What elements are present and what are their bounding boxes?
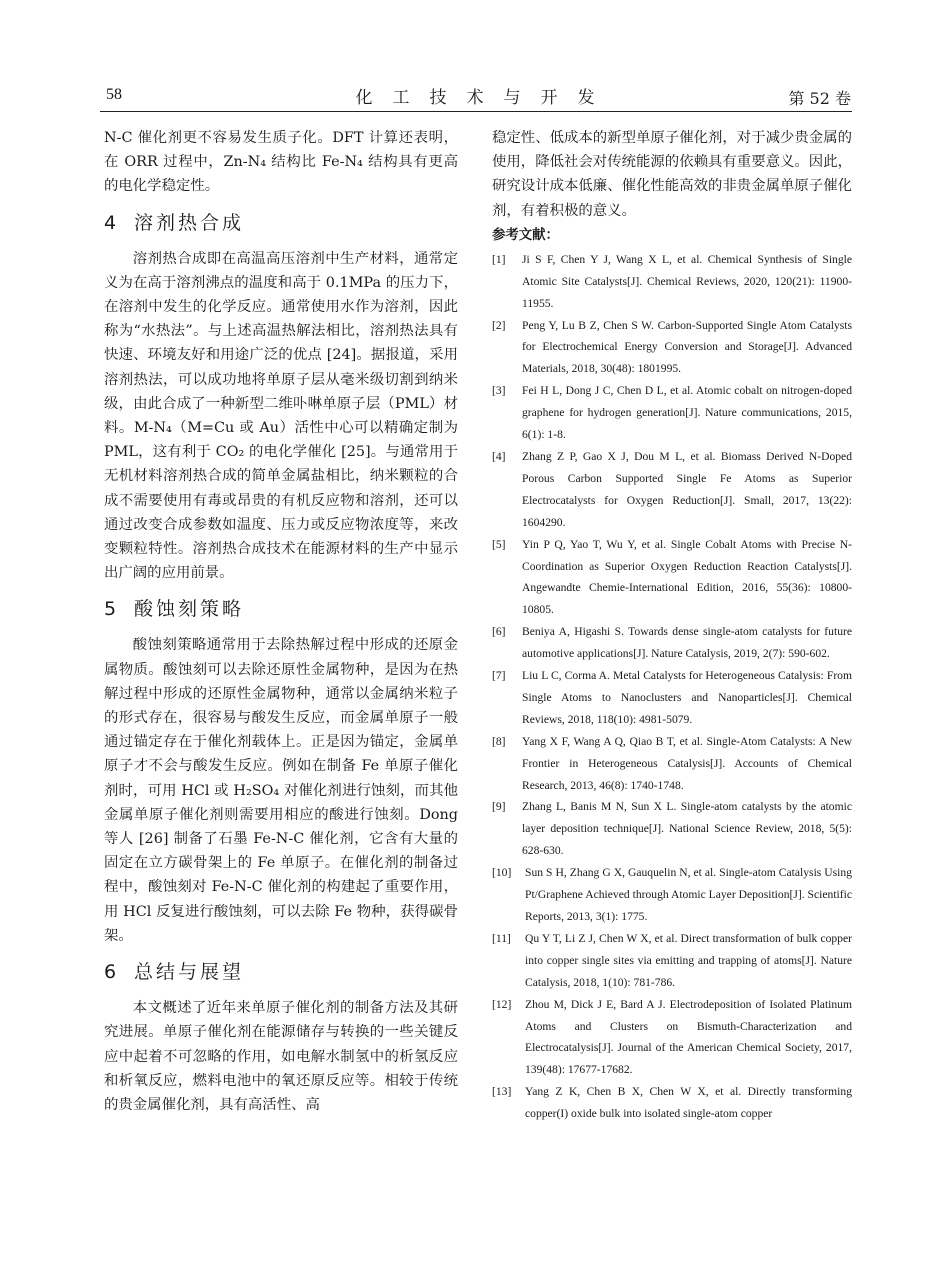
references-heading: 参考文献： bbox=[492, 227, 559, 243]
section-title: 溶剂热合成 bbox=[134, 211, 245, 234]
section-6-heading bbox=[104, 957, 458, 987]
section-4-paragraph: 溶剂热合成即在高温高压溶剂中生产材料，通常定义为在高于溶剂沸点的温度和高于 0.1MPa 的压力下，在溶剂中发生的化学反应。通常使用水作为溶剂，因此称为“水热法”。与上述高温热解法相比，溶剂热法具有快速、环境友好和用途广泛的优点 [24]。据报道，采用溶剂热法，可以成功地将单原子层从毫米级切割到纳米级，由此合成了一种新型二维卟啉单原子层（PML）材料。M-N₄（M=Cu 或 Au）活性中心可以精确定制为 PML，这有利于 CO₂ 的电化学催化 [25]。与通常用于无机材料溶剂热合成的简单金属盐相比，纳米颗粒的合成不需要使用有毒或昂贵的有机反应物和溶剂，还可以通过改变合成参数如温度、压力或反应物浓度等，来改变颗粒特性。溶剂热合成技术在能源材料的生产中显示出广阔的应用前景。 bbox=[104, 250, 458, 582]
header-rule bbox=[100, 111, 852, 112]
reference-number: [2] bbox=[492, 318, 506, 332]
reference-list bbox=[492, 249, 852, 1125]
reference-text: Zhang L, Banis M N, Sun X L. Single-atom catalysts by the atomic layer deposition technique[J]. National Science Review, 2018, 5(5): 628-630. bbox=[522, 800, 852, 858]
reference-number: [1] bbox=[492, 252, 506, 266]
reference-item bbox=[492, 446, 852, 534]
continued-paragraph: 稳定性、低成本的新型单原子催化剂，对于减少贵金属的使用，降低社会对传统能源的依赖具有重要意义。因此，研究设计成本低廉、催化性能高效的非贵金属单原子催化剂，有着积极的意义。 bbox=[492, 130, 852, 219]
reference-number: [4] bbox=[492, 449, 506, 463]
page-header bbox=[0, 0, 950, 112]
reference-item bbox=[492, 315, 852, 381]
reference-number: [13] bbox=[492, 1085, 512, 1099]
journal-title: 化工技术与开发 bbox=[355, 88, 615, 108]
reference-number: [5] bbox=[492, 537, 506, 551]
reference-item bbox=[492, 994, 852, 1082]
reference-text: Yang Z K, Chen B X, Chen W X, et al. Directly transforming copper(I) oxide bulk into isolated single-atom copper bbox=[525, 1085, 852, 1121]
reference-number: [8] bbox=[492, 734, 506, 748]
reference-text: Fei H L, Dong J C, Chen D L, et al. Atomic cobalt on nitrogen-doped graphene for hydrogen generation[J]. Nature communications, 2015, 6(1): 1-8. bbox=[522, 384, 852, 442]
reference-text: Ji S F, Chen Y J, Wang X L, et al. Chemical Synthesis of Single Atomic Site Catalysts[J]. Chemical Reviews, 2020, 120(21): 11900-11955. bbox=[522, 252, 852, 310]
reference-item bbox=[492, 796, 852, 862]
reference-number: [12] bbox=[492, 997, 512, 1011]
reference-item bbox=[492, 731, 852, 797]
reference-item bbox=[492, 862, 852, 928]
reference-item bbox=[492, 621, 852, 665]
intro-paragraph: N-C 催化剂更不容易发生质子化。DFT 计算还表明，在 ORR 过程中，Zn-N₄ 结构比 Fe-N₄ 结构具有更高的电化学稳定性。 bbox=[104, 130, 458, 195]
reference-item bbox=[492, 534, 852, 622]
reference-number: [9] bbox=[492, 800, 506, 814]
reference-number: [11] bbox=[492, 931, 511, 945]
section-4-heading bbox=[104, 208, 458, 238]
section-number: 6 bbox=[104, 961, 117, 984]
reference-item bbox=[492, 665, 852, 731]
reference-text: Yang X F, Wang A Q, Qiao B T, et al. Single-Atom Catalysts: A New Frontier in Heterogeneous Catalysis[J]. Accounts of Chemical Research, 2013, 46(8): 1740-1748. bbox=[522, 734, 852, 792]
section-number: 5 bbox=[104, 598, 117, 621]
reference-text: Zhang Z P, Gao X J, Dou M L, et al. Biomass Derived N-Doped Porous Carbon Supported Single Fe Atoms as Superior Electrocatalysts for Oxygen Reduction[J]. Small, 2017, 13(22): 1604290. bbox=[522, 449, 852, 529]
right-column bbox=[492, 126, 852, 1125]
reference-text: Qu Y T, Li Z J, Chen W X, et al. Direct transformation of bulk copper into copper single sites via emitting and trapping of atoms[J]. Nature Catalysis, 2018, 1(10): 781-786. bbox=[525, 931, 852, 989]
reference-text: Yin P Q, Yao T, Wu Y, et al. Single Cobalt Atoms with Precise N-Coordination as Superior Oxygen Reduction Reaction Catalysts[J]. Angewandte Chemie-International Edition, 2016, 55(36): 10800-10805. bbox=[522, 537, 852, 617]
section-5-paragraph: 酸蚀刻策略通常用于去除热解过程中形成的还原金属物质。酸蚀刻可以去除还原性金属物种，是因为在热解过程中形成的还原性金属物种，通常以金属纳米粒子的形式存在，很容易与酸发生反应，而金属单原子一般通过锚定存在于催化剂载体上。正是因为锚定，金属单原子才不会与酸发生反应。例如在制备 Fe 单原子催化剂时，可用 HCl 或 H₂SO₄ 对催化剂进行蚀刻，而其他金属单原子催化剂则需要用相应的酸进行蚀刻。Dong 等人 [26] 制备了石墨 Fe-N-C 催化剂，它含有大量的固定在立方碳骨架上的 Fe 单原子。在催化剂的制备过程中，酸蚀刻对 Fe-N-C 催化剂的构建起了重要作用，用 HCl 反复进行酸蚀刻，可以去除 Fe 物种，获得碳骨架。 bbox=[104, 637, 458, 944]
reference-number: [6] bbox=[492, 625, 506, 639]
section-5-heading bbox=[104, 594, 458, 624]
reference-text: Liu L C, Corma A. Metal Catalysts for Heterogeneous Catalysis: From Single Atoms to Nanoclusters and Nanoparticles[J]. Chemical Reviews, 2018, 118(10): 4981-5079. bbox=[522, 669, 852, 726]
reference-text: Beniya A, Higashi S. Towards dense single-atom catalysts for future automotive applications[J]. Nature Catalysis, 2019, 2(7): 590-602. bbox=[522, 625, 852, 661]
reference-text: Zhou M, Dick J E, Bard A J. Electrodeposition of Isolated Platinum Atoms and Clusters on Bismuth-Characterization and Electrocatalysis[J]. Journal of the American Chemical Society, 2017, 139(48): 17677-17682. bbox=[525, 997, 852, 1077]
reference-number: [7] bbox=[492, 669, 506, 683]
reference-item bbox=[492, 1081, 852, 1125]
reference-item bbox=[492, 380, 852, 446]
left-column bbox=[104, 126, 458, 1117]
page-number: 58 bbox=[106, 86, 122, 103]
reference-text: Sun S H, Zhang G X, Gauquelin N, et al. Single-atom Catalysis Using Pt/Graphene Achieved through Atomic Layer Deposition[J]. Scientific Reports, 2013, 3(1): 1775. bbox=[525, 866, 852, 923]
reference-text: Peng Y, Lu B Z, Chen S W. Carbon-Supported Single Atom Catalysts for Electrochemical Energy Conversion and Storage[J]. Advanced Materials, 2018, 30(48): 1801995. bbox=[522, 318, 852, 376]
reference-number: [3] bbox=[492, 384, 506, 398]
section-title: 酸蚀刻策略 bbox=[134, 598, 245, 621]
section-6-paragraph: 本文概述了近年来单原子催化剂的制备方法及其研究进展。单原子催化剂在能源储存与转换的一些关键反应中起着不可忽略的作用，如电解水制氢中的析氢反应和析氧反应，燃料电池中的氧还原反应等。相较于传统的贵金属催化剂，具有高活性、高 bbox=[104, 1000, 458, 1113]
volume-label: 第 52 卷 bbox=[788, 89, 851, 108]
reference-number: [10] bbox=[492, 866, 512, 880]
section-number: 4 bbox=[104, 211, 117, 234]
reference-item bbox=[492, 249, 852, 315]
reference-item bbox=[492, 928, 852, 994]
section-title: 总结与展望 bbox=[134, 961, 245, 984]
